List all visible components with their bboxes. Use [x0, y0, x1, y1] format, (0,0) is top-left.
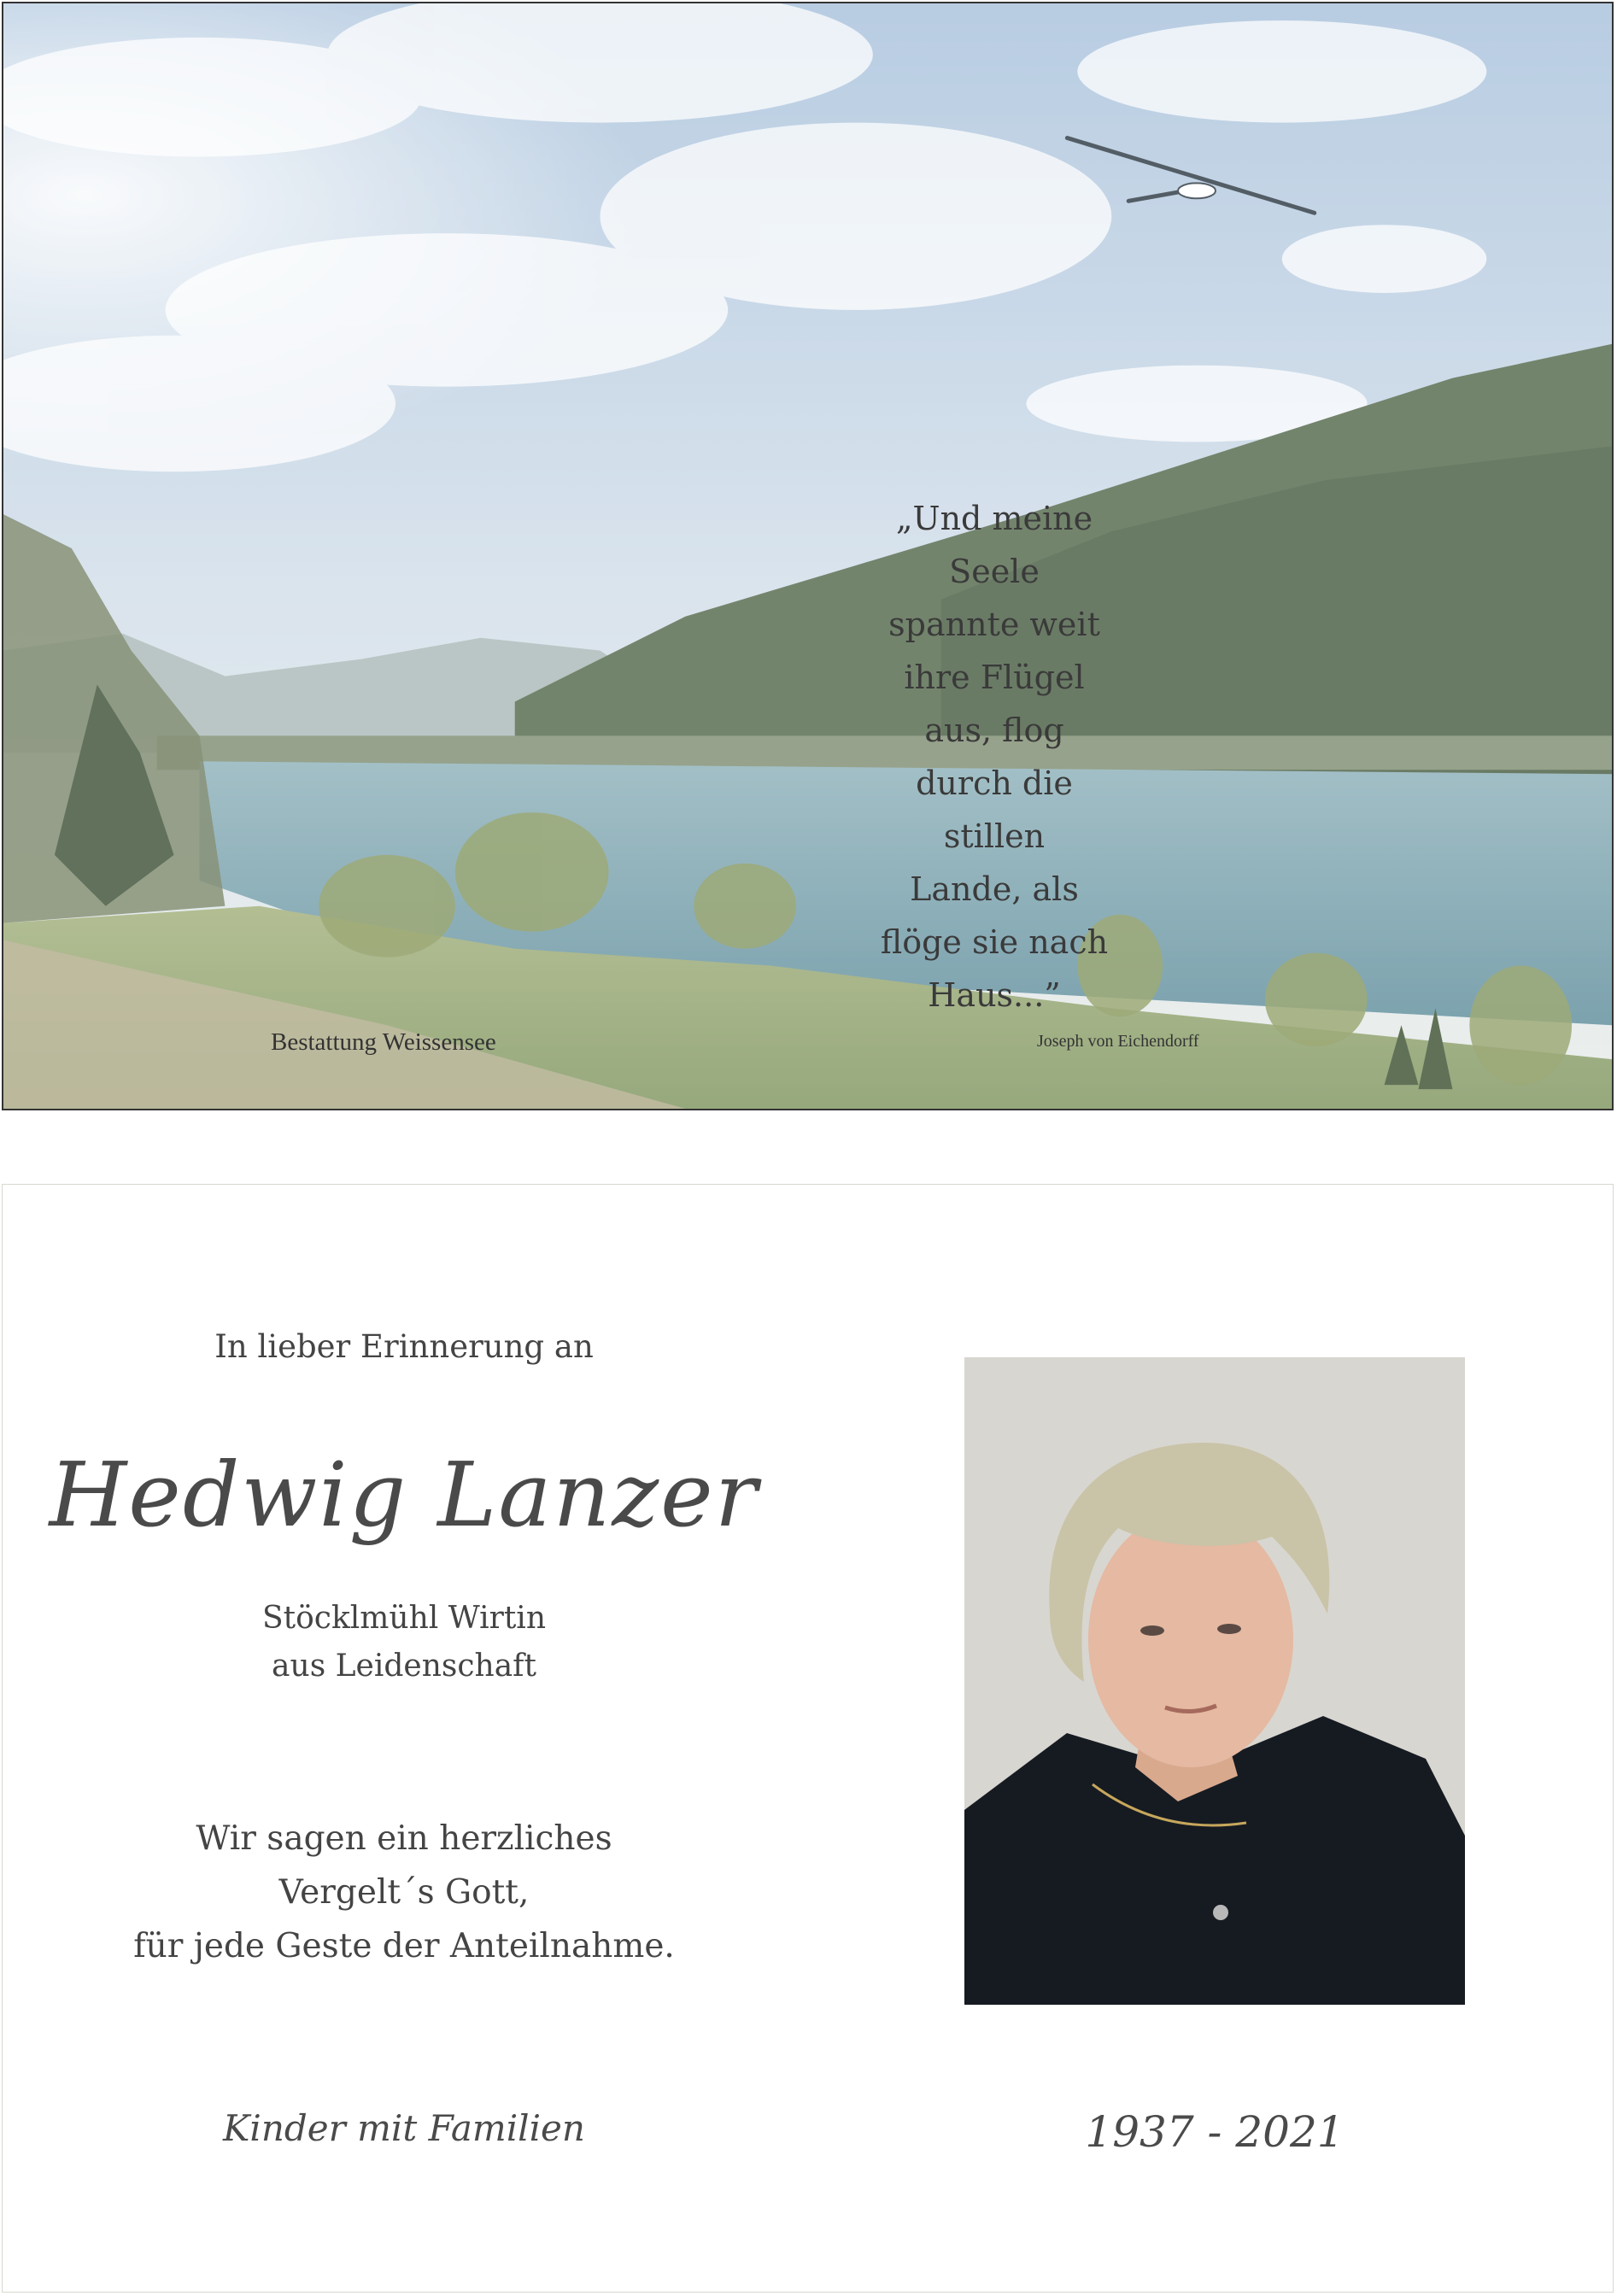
life-years: 1937 - 2021 [1085, 2107, 1345, 2157]
subtitle-line: aus Leidenschaft [272, 1649, 536, 1684]
quote-author: Joseph von Eichendorff [1037, 1032, 1199, 1051]
inside-card [2, 1184, 1614, 2293]
intro-line: In lieber Erinnerung an [214, 1328, 594, 1365]
undertaker-name: Bestattung Weissensee [271, 1028, 496, 1056]
family-signature: Kinder mit Familien [223, 2107, 585, 2149]
landscape-photo [3, 3, 1612, 1109]
memorial-quote: „Und meine Seele spannte weit ihre Flügel aus, flog durch die stillen Lande, als flöge sie nach Haus...” [880, 500, 1109, 1014]
thanks-line: Wir sagen ein herzliches [196, 1819, 612, 1858]
subtitle-line: Stöcklmühl Wirtin [261, 1601, 546, 1636]
subtitle-block [3, 1595, 806, 1690]
portrait-photo [964, 1357, 1465, 2005]
front-card [2, 2, 1614, 1110]
thanks-line: Vergelt´s Gott, [278, 1873, 530, 1912]
thanks-block [3, 1812, 806, 1973]
deceased-name: Hedwig Lanzer [49, 1443, 759, 1547]
thanks-line: für jede Geste der Anteilnahme. [133, 1927, 675, 1965]
